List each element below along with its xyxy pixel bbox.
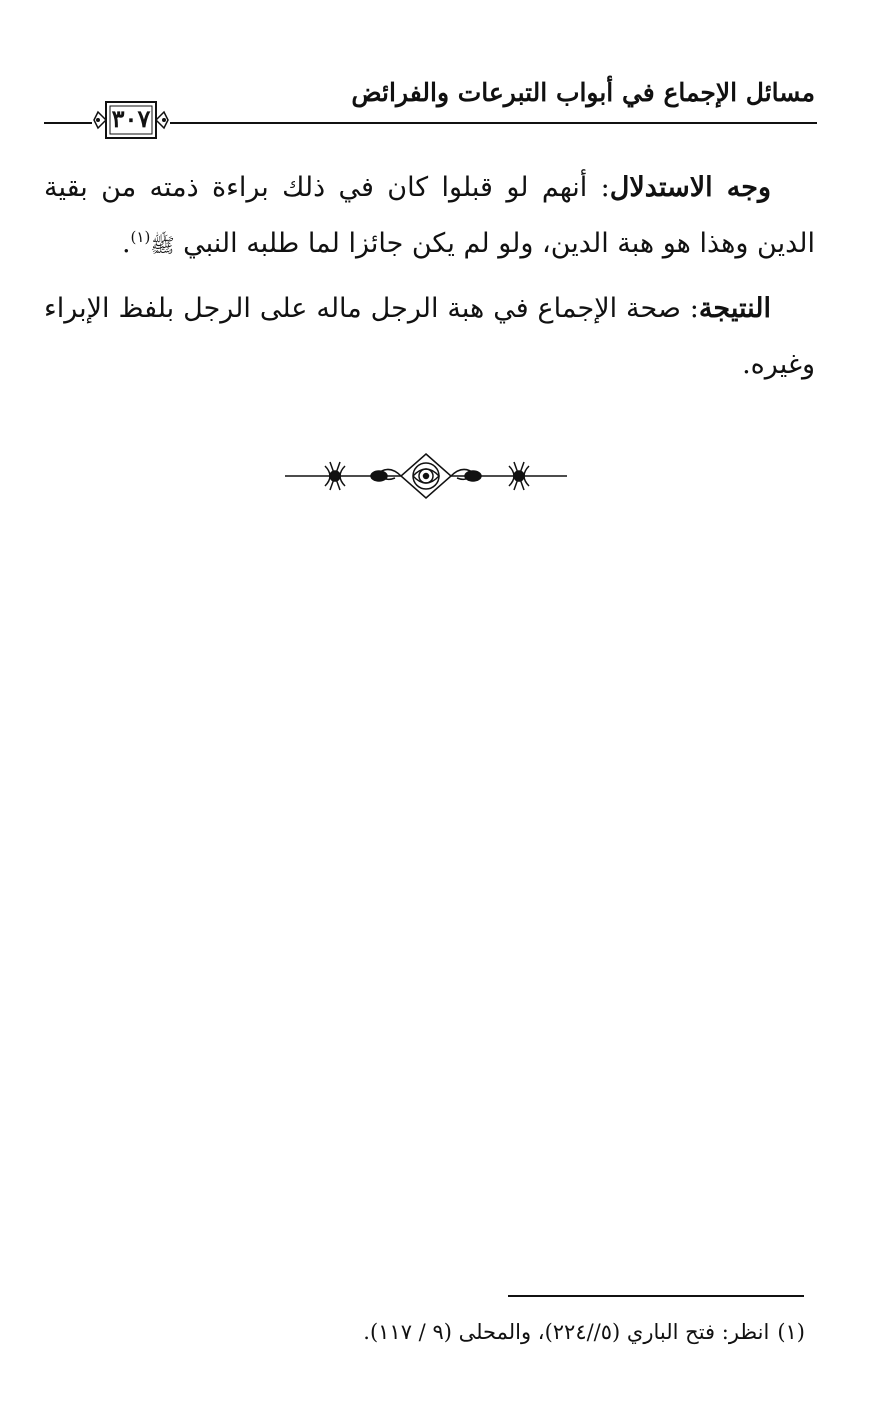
footnote-separator	[508, 1295, 804, 1297]
footnote-1	[44, 1316, 805, 1348]
running-title: مسائل الإجماع في أبواب التبرعات والفرائض	[351, 78, 815, 107]
footnote-text: انظر: فتح الباري (٥//٢٢٤)، والمحلى (٩ / ١١٧).	[363, 1320, 770, 1344]
footnote-reference: (١)	[130, 228, 151, 246]
paragraph-result	[44, 281, 815, 393]
page-number: ٣٠٧	[111, 104, 151, 133]
inference-text: : أنهم لو قبلوا كان في ذلك براءة ذمته من بقية الدين وهذا هو هبة الدين، ولو لم يكن جائزا لما طلبه النبي	[44, 172, 815, 259]
salawat-glyph: ﷺ	[150, 233, 175, 257]
term-result: النتيجة	[698, 293, 771, 324]
floral-divider-icon	[285, 452, 567, 504]
term-inference: وجه الاستدلال	[609, 172, 771, 203]
footnote-mark: (١)	[777, 1320, 805, 1344]
sentence-end: .	[121, 228, 131, 259]
paragraph-inference	[44, 160, 815, 273]
main-text	[44, 160, 815, 401]
result-text: : صحة الإجماع في هبة الرجل ماله على الرجل بلفظ الإبراء وغيره.	[44, 293, 815, 380]
page-number-frame	[92, 100, 170, 140]
